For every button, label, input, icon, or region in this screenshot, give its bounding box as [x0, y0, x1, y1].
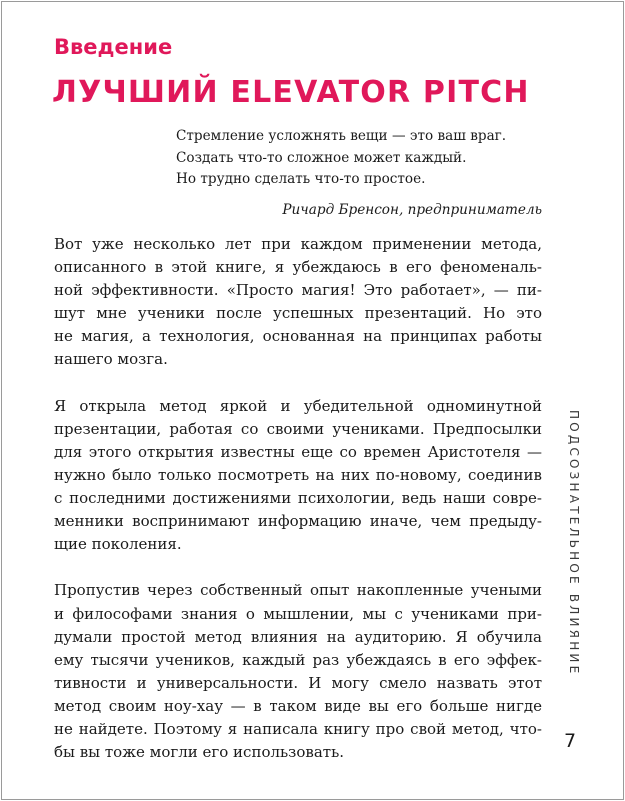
text-line: для этого открытия известны еще со времен Аристотеля —	[54, 442, 542, 461]
epigraph	[176, 126, 542, 221]
text-line: нашего мозга.	[54, 350, 168, 369]
text-line: думали простой метод влияния на аудиторию. Я обучила	[54, 627, 542, 646]
text-line: не найдете. Поэтому я написала книгу про свой метод, что-	[54, 719, 542, 738]
epigraph-line: Создать что-то сложное может каждый.	[176, 149, 467, 166]
text-line: щие поколения.	[54, 535, 182, 554]
text-line: презентации, работая со своими учениками. Предпосылки	[54, 419, 542, 438]
text-line: шут мне ученики после успешных презентаций. Но это	[54, 304, 542, 323]
text-line: тивности и универсальности. И могу смело назвать этот	[54, 673, 542, 692]
text-line: не магия, а технология, основанная на принципах работы	[54, 327, 542, 346]
text-line: Я открыла метод яркой и убедительной одноминутной	[54, 396, 542, 415]
text-line: менники воспринимают информацию иначе, чем предыду-	[54, 512, 542, 531]
text-line: Вот уже несколько лет при каждом применении метода,	[54, 235, 542, 253]
text-line: и философами знания о мышлении, мы с учениками при-	[54, 604, 542, 623]
text-line: нужно было только посмотреть на них по-новому, соединив	[54, 465, 542, 484]
text-line: бы вы тоже могли его использовать.	[54, 743, 345, 762]
chapter-title: ЛУЧШИЙ ELEVATOR PITCH	[52, 75, 530, 110]
text-line: Пропустив через собственный опыт накопленные учеными	[54, 581, 542, 600]
text-line: ему тысячи учеников, каждый раз убеждаясь в его эффек-	[54, 650, 542, 669]
page-number: 7	[564, 730, 577, 752]
text-line: с последними достижениями психологии, ведь наши совре-	[54, 489, 542, 508]
section-label: Введение	[54, 35, 173, 59]
paragraph-1	[54, 233, 542, 372]
body-text	[54, 233, 542, 787]
paragraph-2	[54, 395, 542, 557]
text-line: описанного в этой книге, я убеждаюсь в его феноменаль-	[54, 258, 542, 277]
epigraph-author: Ричард Бренсон, предприниматель	[282, 201, 542, 218]
paragraph-3	[54, 579, 542, 764]
running-title: ПОДСОЗНАТЕЛЬНОЕ ВЛИЯНИЕ	[567, 410, 581, 677]
text-line: ной эффективности. «Просто магия! Это работает», — пи-	[54, 281, 542, 300]
text-line: метод своим ноу-хау — в таком виде вы его больше нигде	[54, 696, 542, 715]
book-page	[1, 1, 624, 800]
epigraph-line: Стремление усложнять вещи — это ваш враг.	[176, 128, 507, 144]
epigraph-line: Но трудно сделать что-то простое.	[176, 171, 426, 187]
